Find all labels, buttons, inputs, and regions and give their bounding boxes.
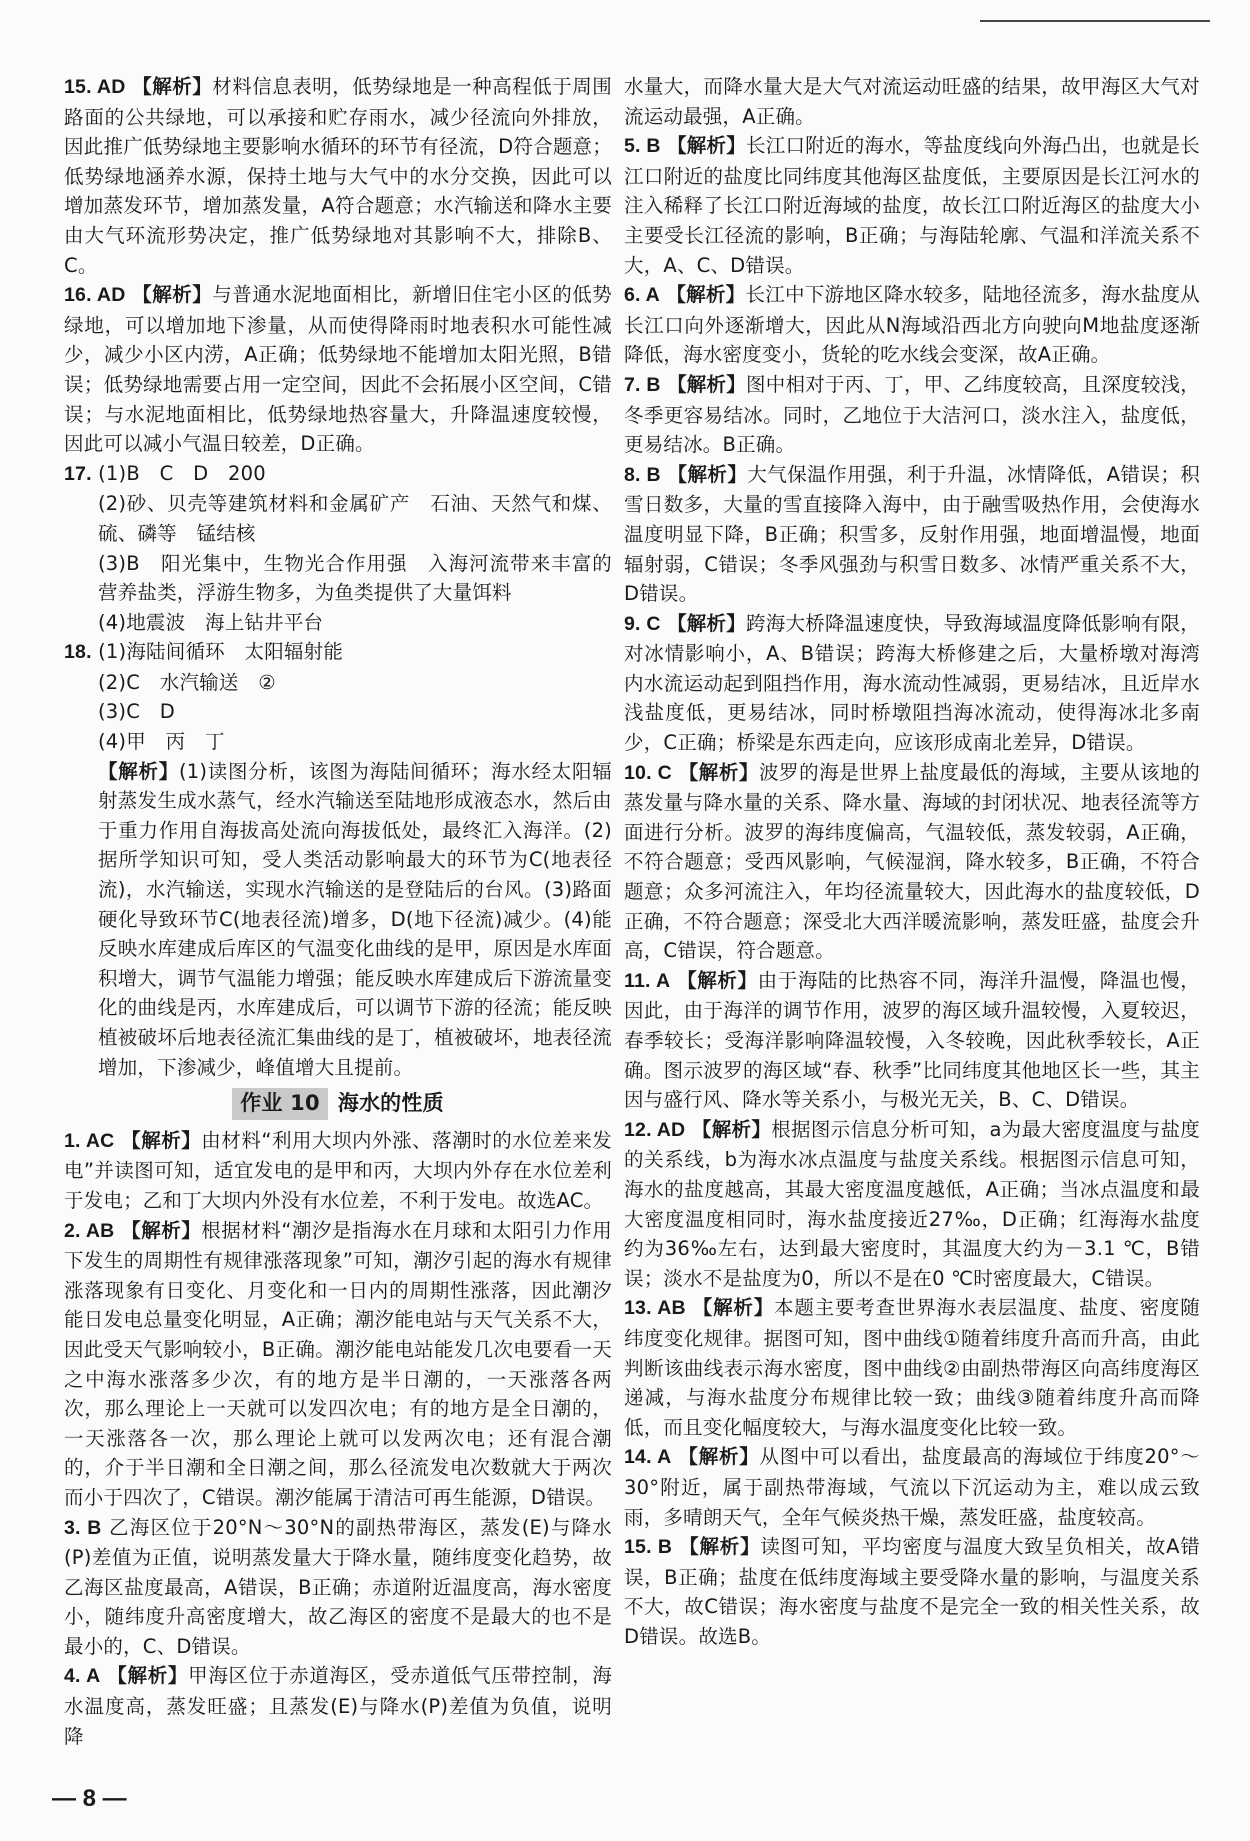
answer-number: 11. A bbox=[624, 969, 671, 992]
answer-text: 本题主要考查世界海水表层温度、盐度、密度随纬度变化规律。据图可知，图中曲线①随着纬度升高而升高，由此判断该曲线表示海水密度，图中曲线②由副热带海区向高纬度海区递减，与海水盐度分布规律比较一致；曲线③随着纬度升高而降低，而且变化幅度较大，与海水温度变化比较一致。 bbox=[624, 1296, 1200, 1439]
answer-item bbox=[64, 1126, 612, 1216]
answer-text: (1)读图分析，该图为海陆间循环；海水经太阳辐射蒸发生成水蒸气，经水汽输送至陆地形成液态水，然后由于重力作用自海拔高处流向海拔低处，最终汇入海洋。(2)据所学知识可知，受人类活动影响最大的环节为C(地表径流)，水汽输送，实现水汽输送的是登陆后的台风。(3)路面硬化导致环节C(地表径流)增多，D(地下径流)减少。(4)能反映水库建成后库区的气温变化曲线的是甲，原因是水库面积增大，调节气温能力增强；能反映水库建成后下游流量变化的曲线是丙，水库建成后，可以调节下游的径流；能反映植被破坏后地表径流汇集曲线的是丁，植被破坏，地表径流增加，下渗减少，峰值增大且提前。 bbox=[98, 759, 612, 1079]
analysis-tag: 【解析】 bbox=[678, 1445, 760, 1469]
section-badge: 作业 10 bbox=[232, 1088, 328, 1120]
answer-number: 1. AC bbox=[64, 1129, 115, 1152]
answer-text: 与普通水泥地面相比，新增旧住宅小区的低势绿地，可以增加地下渗量，从而使得降雨时地表积水可能性减少，减少小区内涝，A正确；低势绿地不能增加太阳光照，B错误；低势绿地需要占用一定空间，因此不会拓展小区空间，C错误；与水泥地面相比，低势绿地热容量大，升降温速度较慢，因此可以减小气温日较差，D正确。 bbox=[64, 283, 612, 456]
answer-text: 大气保温作用强，利于升温，冰情降低，A错误；积雪日数多，大量的雪直接降入海中，由于融雪吸热作用，会使海水温度明显下降，B正确；积雪多，反射作用强，地面增温慢，地面辐射弱，C错误；冬季风强劲与积雪日数多、冰情严重关系不大，D错误。 bbox=[624, 462, 1200, 606]
answer-text: 水量大，而降水量大是大气对流运动旺盛的结果，故甲海区大气对流运动最强，A正确。 bbox=[624, 75, 1200, 128]
answer-text: (3)B 阳光集中，生物光合作用强 入海河流带来丰富的营养盐类，浮游生物多，为鱼类提供了大量饵料 bbox=[98, 551, 612, 605]
page-number: — 8 — bbox=[52, 1785, 127, 1812]
answer-number: 15. AD bbox=[64, 76, 126, 98]
answer-number: 9. C bbox=[624, 612, 661, 635]
answer-text: (1)海陆间循环 太阳辐射能 bbox=[98, 640, 344, 664]
answer-number: 10. C bbox=[624, 761, 672, 784]
analysis-tag: 【解析】 bbox=[121, 1128, 202, 1152]
answer-item bbox=[624, 1293, 1200, 1442]
answer-item bbox=[624, 280, 1200, 370]
answer-item bbox=[64, 637, 612, 668]
answer-item bbox=[624, 460, 1200, 609]
answer-text: 甲海区位于赤道海区，受赤道低气压带控制，海水温度高，蒸发旺盛；且蒸发(E)与降水(P)差值为负值，说明降 bbox=[64, 1664, 613, 1748]
analysis-tag: 【解析】 bbox=[692, 1296, 775, 1320]
left-column bbox=[64, 72, 612, 1751]
answer-text: 乙海区位于20°N～30°N的副热带海区，蒸发(E)与降水(P)差值为正值，说明蒸发量大于降水量，随纬度变化趋势，故乙海区盐度最高，A错误，B正确；赤道附近温度高，海水密度小，随纬度升高密度增大，故乙海区的密度不是最大的也不是最小的，C、D错误。 bbox=[64, 1515, 612, 1658]
answer-number: 8. B bbox=[624, 463, 661, 486]
analysis-tag: 【解析】 bbox=[667, 611, 747, 635]
analysis-tag: 【解析】 bbox=[678, 760, 759, 784]
answer-list bbox=[624, 72, 1200, 1651]
answer-text: (2)C 水汽输送 ② bbox=[98, 670, 276, 694]
answer-list bbox=[64, 1126, 612, 1751]
analysis-tag: 【解析】 bbox=[667, 462, 748, 486]
answer-item bbox=[64, 72, 612, 280]
answer-item bbox=[64, 459, 612, 490]
answer-number: 16. AD bbox=[64, 284, 126, 307]
answer-item bbox=[624, 370, 1200, 460]
answer-text: 根据材料“潮汐是指海水在月球和太阳引力作用下发生的周期性有规律涨落现象”可知，潮汐引起的海水有规律涨落现象有日变化、月变化和一日内的周期性涨落，因此潮汐能日发电总量变化明显，A正确；潮汐能电站与天气关系不大，因此受天气影响较小，B正确。潮汐能电站能发几次电要看一天之中海水涨落多少次，有的地方是半日潮的，一天涨落各两次，那么理论上一天就可以发四次电；有的地方是全日潮的，一天涨落各一次，那么理论上就可以发两次电；还有混合潮的，介于半日潮和全日潮之间，那么径流发电次数就大于两次而小于四次了，C错误。潮汐能属于清洁可再生能源，D错误。 bbox=[64, 1218, 613, 1509]
answer-item bbox=[64, 1661, 612, 1751]
analysis-tag: 【解析】 bbox=[667, 372, 747, 396]
answer-text: (1)B C D 200 bbox=[98, 461, 266, 485]
answer-number: 3. B bbox=[64, 1516, 102, 1539]
answer-number: 5. B bbox=[624, 135, 661, 158]
answer-text: 材料信息表明，低势绿地是一种高程低于周围路面的公共绿地，可以承接和贮存雨水，减少径流向外排放，因此推广低势绿地主要影响水循环的环节有径流，D符合题意；低势绿地涵养水源，保持土地与大气中的水分交换，因此可以增加蒸发环节，增加蒸发量，A符合题意；水汽输送和降水主要由大气环流形势决定，推广低势绿地对其影响不大，排除B、C。 bbox=[64, 75, 612, 277]
answer-text: 波罗的海是世界上盐度最低的海域，主要从该地的蒸发量与降水量的关系、降水量、海域的封闭状况、地表径流等方面进行分析。波罗的海纬度偏高，气温较低，蒸发较弱，A正确，不符合题意；受西风影响，气候湿润，降水较多，B正确，不符合题意；众多河流注入，年均径流量较大，因此海水的盐度较低，D正确，不符合题意；深受北大西洋暖流影响，蒸发旺盛，盐度会升高，C错误，符合题意。 bbox=[624, 760, 1200, 963]
answer-number: 18. bbox=[64, 641, 92, 664]
answer-item bbox=[624, 1442, 1200, 1532]
analysis-tag: 【解析】 bbox=[666, 283, 746, 307]
right-column bbox=[624, 72, 1200, 1651]
answer-item bbox=[64, 280, 612, 459]
answer-list bbox=[64, 72, 612, 1082]
answer-item bbox=[64, 697, 612, 727]
answer-item bbox=[624, 609, 1200, 758]
analysis-tag: 【解析】 bbox=[107, 1664, 189, 1688]
answer-number: 12. AD bbox=[624, 1118, 686, 1141]
analysis-tag: 【解析】 bbox=[677, 968, 758, 992]
answer-number: 17. bbox=[64, 462, 92, 485]
analysis-tag: 【解析】 bbox=[691, 1117, 772, 1141]
answer-item bbox=[624, 966, 1200, 1115]
answer-text: (4)地震波 海上钻井平台 bbox=[98, 610, 324, 634]
answer-text: 从图中可以看出，盐度最高的海域位于纬度20°～30°附近，属于副热带海域，气流以下沉运动为主，难以成云致雨，多晴朗天气，全年气候炎热干燥，蒸发旺盛，盐度较高。 bbox=[624, 1445, 1200, 1529]
analysis-tag: 【解析】 bbox=[121, 1218, 202, 1242]
analysis-tag: 【解析】 bbox=[132, 283, 213, 307]
answer-item bbox=[64, 608, 612, 638]
answer-text: 由于海陆的比热容不同，海洋升温慢，降温也慢，因此，由于海洋的调节作用，波罗的海区域升温较慢，入夏较迟，春季较长；受海洋影响降温较慢，入冬较晚，因此秋季较长，A正确。图示波罗的海区域“春、秋季”比同纬度其他地区长一些，其主因与盛行风、降水等关系小，与极光无关，B、C、D错误。 bbox=[624, 968, 1200, 1112]
answer-number: 6. A bbox=[624, 284, 660, 307]
answer-text: 由材料“利用大坝内外涨、落潮时的水位差来发电”并读图可知，适宜发电的是甲和丙，大坝内外存在水位差利于发电；乙和丁大坝内外没有水位差，不利于发电。故选AC。 bbox=[64, 1128, 613, 1212]
answer-item bbox=[64, 549, 612, 608]
answer-item bbox=[624, 1532, 1200, 1651]
analysis-tag: 【解析】 bbox=[98, 759, 179, 783]
top-rule bbox=[980, 20, 1210, 22]
answer-item bbox=[64, 1513, 612, 1662]
answer-text: (3)C D bbox=[98, 700, 175, 724]
answer-number: 2. AB bbox=[64, 1219, 115, 1242]
answer-text: 长江口附近的海水，等盐度线向外海凸出，也就是长江口附近的盐度比同纬度其他海区盐度低，主要原因是长江河水的注入稀释了长江口附近海域的盐度，故长江口附近海区的盐度大小主要受长江径流的影响，B正确；与海陆轮廓、气温和洋流关系不大，A、C、D错误。 bbox=[624, 134, 1200, 277]
answer-item bbox=[64, 727, 612, 757]
answer-text: 长江中下游地区降水较多，陆地径流多，海水盐度从长江口向外逐渐增大，因此从N海域沿西北方向驶向M地盐度逐渐降低，海水密度变小，货轮的吃水线会变深，故A正确。 bbox=[624, 283, 1200, 367]
answer-item bbox=[64, 668, 612, 698]
answer-number: 4. A bbox=[64, 1665, 101, 1688]
answer-item bbox=[624, 131, 1200, 280]
section-title: 海水的性质 bbox=[337, 1091, 444, 1116]
answer-number: 14. A bbox=[624, 1446, 672, 1469]
answer-text: 根据图示信息分析可知，a为最大密度温度与盐度的关系线，b为海水冰点温度与盐度关系线。根据图示信息可知，海水的盐度越高，其最大密度温度越低，A正确；当冰点温度和最大密度温度相同时，海水盐度接近27‰，D正确；红海海水盐度约为36‰左右，达到最大密度时，其温度大约为－3.1 ℃，B错误；淡水不是盐度为0，所以不是在0 ℃时密度最大，C错误。 bbox=[624, 1117, 1200, 1290]
answer-text: (4)甲 丙 丁 bbox=[98, 730, 225, 754]
answer-item bbox=[624, 72, 1200, 131]
analysis-tag: 【解析】 bbox=[132, 75, 213, 98]
answer-number: 13. AB bbox=[624, 1297, 686, 1320]
answer-text: (2)砂、贝壳等建筑材料和金属矿产 石油、天然气和煤、硫、磷等 锰结核 bbox=[98, 492, 612, 545]
answer-item bbox=[624, 758, 1200, 966]
answer-number: 15. B bbox=[624, 1536, 673, 1559]
answer-text: 读图可知，平均密度与温度大致呈负相关，故A错误，B正确；盐度在低纬度海域主要受降水量的影响，与温度关系不大，故C错误；海水密度与盐度不是完全一致的相关性关系，故D错误。故选B。 bbox=[624, 1535, 1200, 1648]
answer-item bbox=[624, 1115, 1200, 1294]
answer-item bbox=[64, 489, 612, 548]
answer-text: 图中相对于丙、丁，甲、乙纬度较高，且深度较浅，冬季更容易结冰。同时，乙地位于大洁河口，淡水注入，盐度低，更易结冰。B正确。 bbox=[624, 372, 1200, 457]
answer-item bbox=[64, 757, 612, 1083]
analysis-tag: 【解析】 bbox=[667, 134, 747, 158]
answer-item bbox=[64, 1216, 612, 1513]
answer-text: 跨海大桥降温速度快，导致海域温度降低影响有限，对冰情影响小，A、B错误；跨海大桥修建之后，大量桥墩对海湾内水流运动起到阻挡作用，海水流动性减弱，更易结冰，且近岸水浅盐度低，更易结冰，同时桥墩阻挡海冰流动，使得海冰北多南少，C正确；桥梁是东西走向，应该形成南北差异，D错误。 bbox=[624, 611, 1200, 755]
section-heading bbox=[64, 1088, 612, 1120]
analysis-tag: 【解析】 bbox=[679, 1535, 761, 1559]
answer-number: 7. B bbox=[624, 373, 661, 396]
